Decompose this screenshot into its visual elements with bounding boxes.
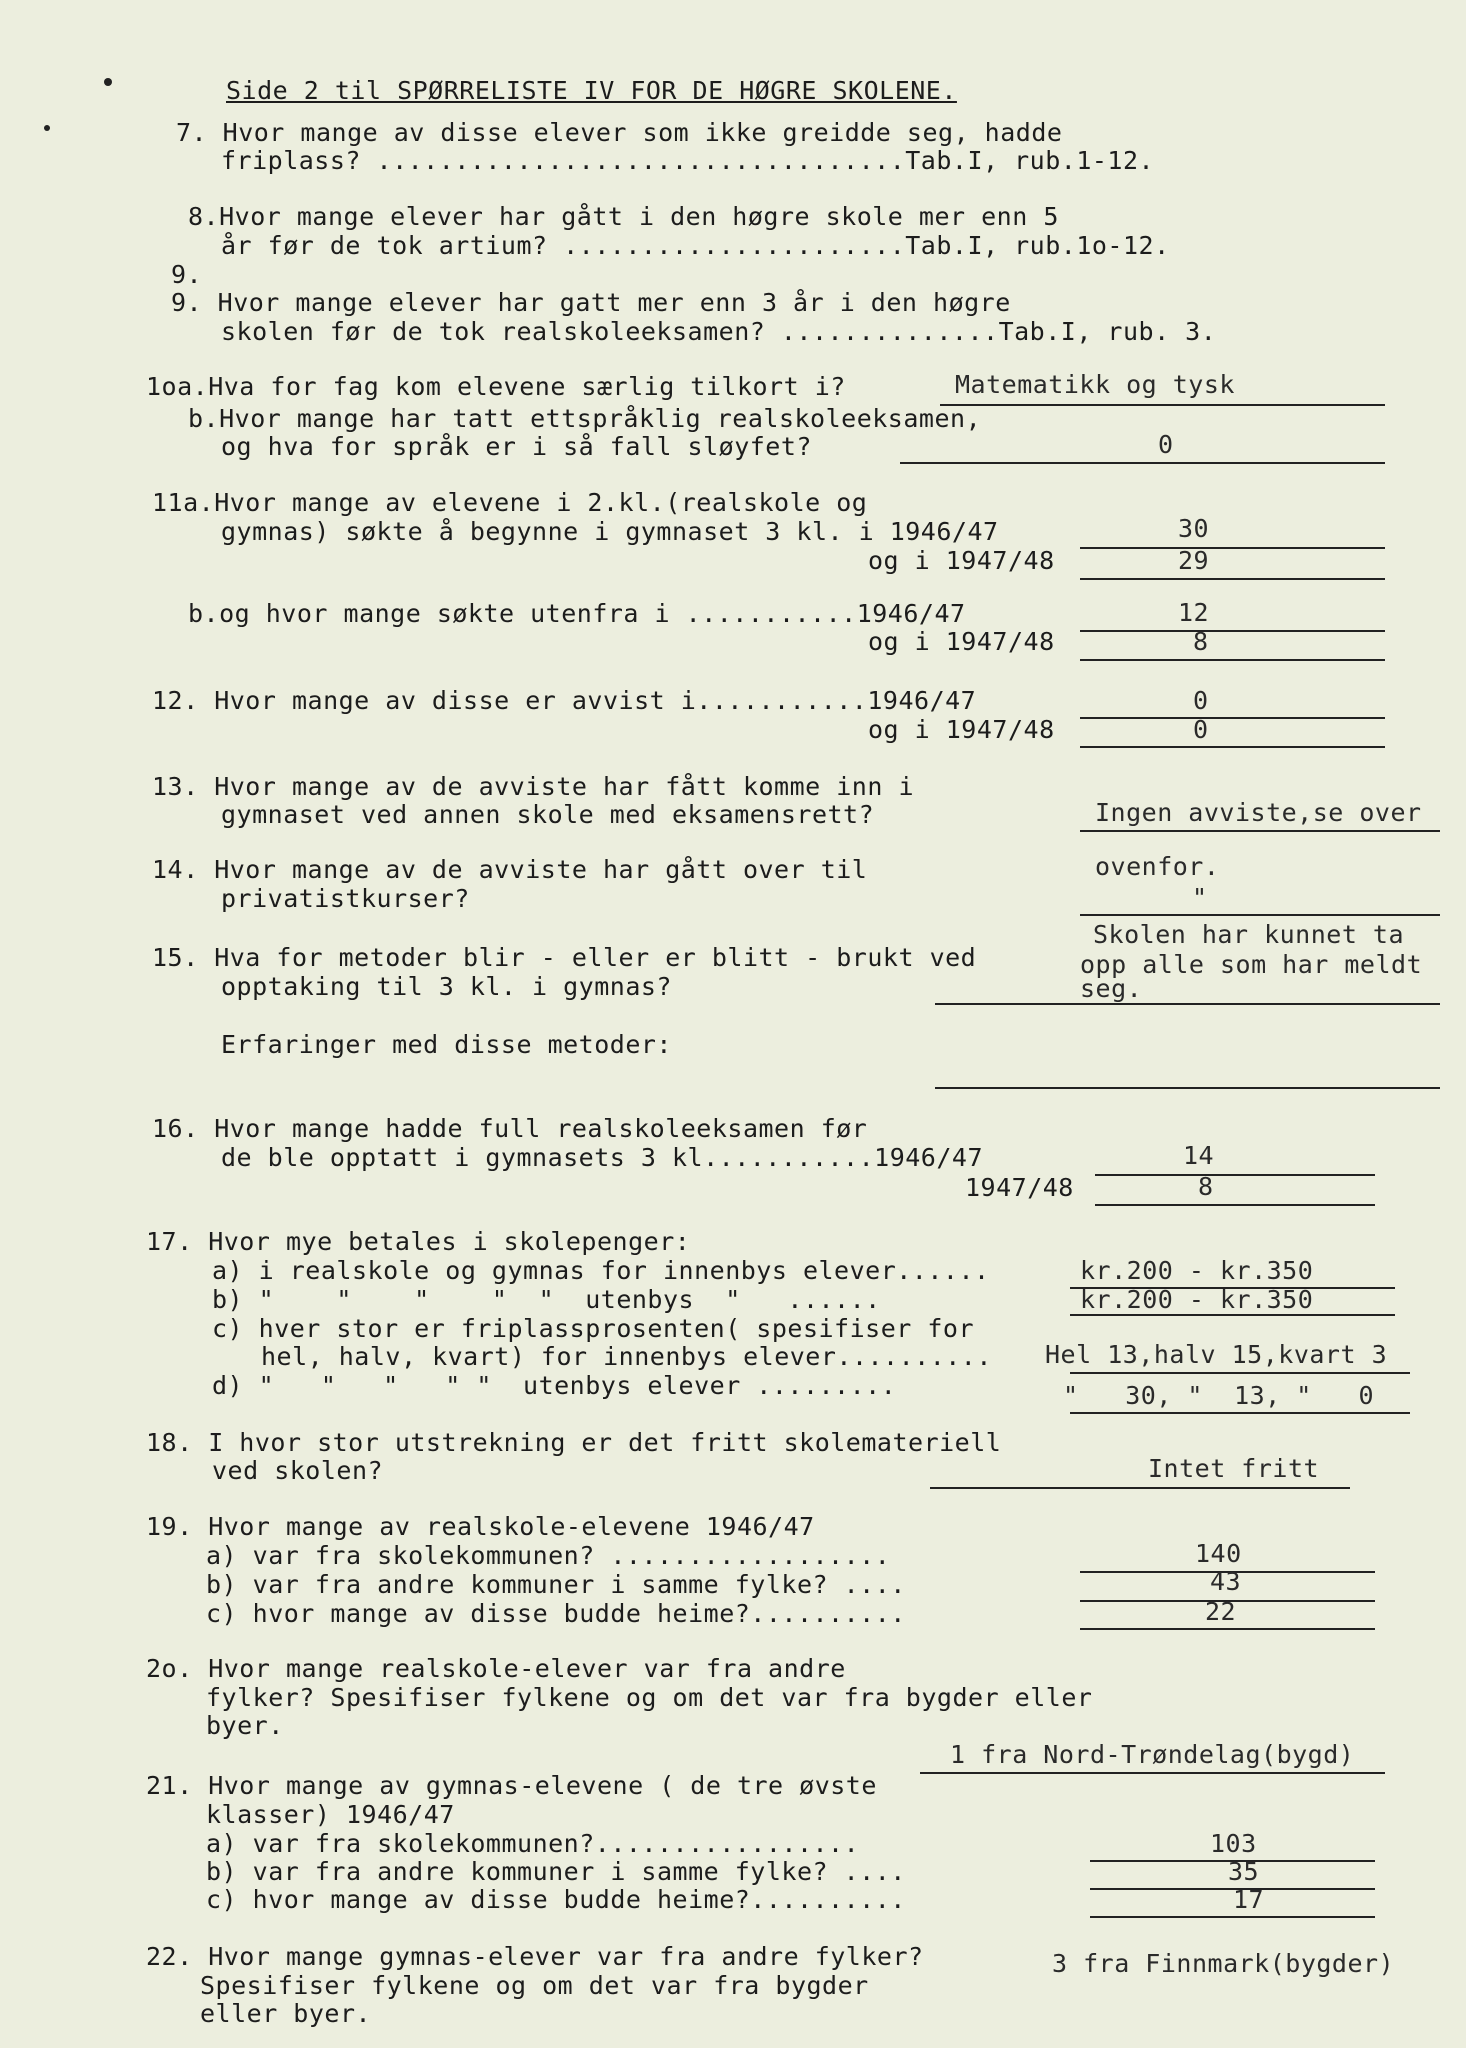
q20-line3: byer. xyxy=(206,1711,284,1740)
q15-answer-line1: Skolen har kunnet ta xyxy=(1093,920,1405,949)
q16-answer-1947: 8 xyxy=(1198,1172,1214,1201)
q17c-answer-line xyxy=(1070,1372,1410,1374)
q17b-answer-line xyxy=(1070,1314,1395,1316)
q11b-line1: b.og hvor mange søkte utenfra i ...........1946/47 xyxy=(188,599,966,628)
q13-answer: Ingen avviste,se over xyxy=(1095,798,1422,827)
q11b-line2: og i 1947/48 xyxy=(868,627,1055,656)
q21b: b) var fra andre kommuner i samme fylke? .... xyxy=(206,1857,906,1886)
q16-line2: de ble opptatt i gymnasets 3 kl...........1946/47 xyxy=(221,1143,984,1172)
q10b-answer: 0 xyxy=(1158,430,1174,459)
q10b-answer-line xyxy=(900,462,1385,464)
q22-line1: 22. Hvor mange gymnas-elever var fra andre fylker? xyxy=(146,1942,924,1971)
q19c-answer-line xyxy=(1080,1628,1375,1630)
q15-line1: 15. Hva for metoder blir - eller er blitt - brukt ved xyxy=(152,943,977,972)
punch-mark xyxy=(104,78,112,86)
q19a-answer: 140 xyxy=(1195,1539,1242,1568)
q12-line1: 12. Hvor mange av disse er avvist i...........1946/47 xyxy=(152,686,977,715)
q19a: a) var fra skolekommunen? .................. xyxy=(206,1541,891,1570)
q17b-answer: kr.200 - kr.350 xyxy=(1080,1285,1314,1314)
q21-line2: klasser) 1946/47 xyxy=(206,1800,455,1829)
q22-line3: eller byer. xyxy=(200,1999,372,2028)
q11a-answer-1946: 30 xyxy=(1178,514,1210,543)
q11b-answer-line-1 xyxy=(1080,630,1385,632)
q21-line1: 21. Hvor mange av gymnas-elevene ( de tre øvste xyxy=(146,1771,877,1800)
q7-line2: friplass? ..................................Tab.I, rub.1-12. xyxy=(221,146,1155,175)
q20-line1: 2o. Hvor mange realskole-elever var fra andre xyxy=(146,1654,846,1683)
q19c: c) hvor mange av disse budde heime?.......... xyxy=(206,1599,906,1628)
q13-line1: 13. Hvor mange av de avviste har fått komme inn i xyxy=(152,772,915,801)
q17-line1: 17. Hvor mye betales i skolepenger: xyxy=(146,1227,691,1256)
q10a-question: 1oa.Hva for fag kom elevene særlig tilkort i? xyxy=(146,372,846,401)
q14-line1: 14. Hvor mange av de avviste har gått over til xyxy=(152,855,868,884)
q21b-answer: 35 xyxy=(1228,1857,1260,1886)
q11b-answer-1946: 12 xyxy=(1178,598,1210,627)
q14-answer-ditto: " xyxy=(1192,883,1208,912)
q17b: b) " " " " " utenbys " ...... xyxy=(212,1285,881,1314)
q21c-answer: 17 xyxy=(1233,1885,1265,1914)
q16-answer-1946: 14 xyxy=(1183,1141,1215,1170)
q18-answer: Intet fritt xyxy=(1148,1454,1320,1483)
q22-answer: 3 fra Finnmark(bygder) xyxy=(1052,1949,1395,1978)
q14-answer: ovenfor. xyxy=(1095,852,1220,881)
q16-line1: 16. Hvor mange hadde full realskoleeksamen før xyxy=(152,1114,868,1143)
q12-answer-line-1 xyxy=(1080,717,1385,719)
q12-answer-1946: 0 xyxy=(1193,686,1209,715)
q21a-answer: 103 xyxy=(1210,1829,1257,1858)
q15-experience-line xyxy=(935,1087,1440,1089)
q13-answer-line xyxy=(1080,830,1440,832)
q14-line2: privatistkurser? xyxy=(221,884,470,913)
q17d-answer: " 30, " 13, " 0 xyxy=(1063,1381,1375,1410)
q7-line1: 7. Hvor mange av disse elever som ikke greidde seg, hadde xyxy=(176,118,1063,147)
q20-answer: 1 fra Nord-Trøndelag(bygd) xyxy=(950,1740,1355,1769)
q10a-answer: Matematikk og tysk xyxy=(955,370,1235,399)
q15-answer-line3: seg. xyxy=(1080,974,1143,1003)
q8-line2: år før de tok artium? ......................Tab.I, rub.1o-12. xyxy=(221,231,1170,260)
q21c-answer-line xyxy=(1090,1916,1375,1918)
q15-answer-line2: opp alle som har meldt xyxy=(1080,950,1423,979)
q18-line1: 18. I hvor stor utstrekning er det fritt skolemateriell xyxy=(146,1428,1002,1457)
q12-answer-1947: 0 xyxy=(1193,715,1209,744)
q9-line2: skolen før de tok realskoleeksamen? ..............Tab.I, rub. 3. xyxy=(221,317,1217,346)
q9-prefix: 9. xyxy=(171,260,203,289)
q11a-line2: gymnas) søkte å begynne i gymnaset 3 kl. i 1946/47 xyxy=(221,517,999,546)
q17c-answer: Hel 13,halv 15,kvart 3 xyxy=(1045,1340,1388,1369)
q8-line1: 8.Hvor mange elever har gått i den høgre skole mer enn 5 xyxy=(188,202,1059,231)
q21c: c) hvor mange av disse budde heime?.......... xyxy=(206,1885,906,1914)
q11a-answer-1947: 29 xyxy=(1178,546,1210,575)
q16-line3: 1947/48 xyxy=(965,1173,1074,1202)
q14-answer-line xyxy=(1080,914,1440,916)
q10b-line1: b.Hvor mange har tatt ettspråklig realskoleeksamen, xyxy=(188,404,982,433)
punch-mark xyxy=(44,125,50,131)
q19c-answer: 22 xyxy=(1205,1597,1237,1626)
q19-line1: 19. Hvor mange av realskole-elevene 1946/47 xyxy=(146,1512,815,1541)
q15-answer-line xyxy=(935,1003,1440,1005)
q12-line2: og i 1947/48 xyxy=(868,715,1055,744)
q13-line2: gymnaset ved annen skole med eksamensrett? xyxy=(221,800,875,829)
q11a-line1: 11a.Hvor mange av elevene i 2.kl.(realskole og xyxy=(152,488,868,517)
q15-experience-label: Erfaringer med disse metoder: xyxy=(221,1030,672,1059)
q12-answer-line-2 xyxy=(1080,746,1385,748)
q10a-answer-line xyxy=(940,404,1385,406)
q15-line2: opptaking til 3 kl. i gymnas? xyxy=(221,972,672,1001)
q21a: a) var fra skolekommunen?................. xyxy=(206,1829,860,1858)
page-header: Side 2 til SPØRRELISTE IV FOR DE HØGRE SKOLENE. xyxy=(226,76,957,105)
q18-line2: ved skolen? xyxy=(212,1456,384,1485)
q11a-answer-line-2 xyxy=(1080,578,1385,580)
q9-line1: 9. Hvor mange elever har gatt mer enn 3 år i den høgre xyxy=(171,288,1011,317)
q22-line2: Spesifiser fylkene og om det var fra bygder xyxy=(200,1971,869,2000)
q17d-answer-line xyxy=(1070,1412,1410,1414)
q16-answer-line-2 xyxy=(1095,1204,1375,1206)
q11a-line3: og i 1947/48 xyxy=(868,546,1055,575)
q17d: d) " " " " " utenbys elever ......... xyxy=(212,1371,897,1400)
q18-answer-line xyxy=(930,1487,1350,1489)
q17c-line2: hel, halv, kvart) for innenbys elever.......... xyxy=(261,1342,992,1371)
q19b: b) var fra andre kommuner i samme fylke? .... xyxy=(206,1570,906,1599)
q17a: a) i realskole og gymnas for innenbys elever...... xyxy=(212,1256,990,1285)
q17a-answer: kr.200 - kr.350 xyxy=(1080,1256,1314,1285)
q16-answer-line-1 xyxy=(1095,1174,1375,1176)
q10b-line2: og hva for språk er i så fall sløyfet? xyxy=(221,432,812,461)
q11a-answer-line-1 xyxy=(1080,547,1385,549)
q19b-answer: 43 xyxy=(1210,1567,1242,1596)
q20-line2: fylker? Spesifiser fylkene og om det var fra bygder eller xyxy=(206,1683,1093,1712)
q20-answer-line xyxy=(920,1772,1385,1774)
q11b-answer-1947: 8 xyxy=(1193,627,1209,656)
q11b-answer-line-2 xyxy=(1080,659,1385,661)
q17c-line1: c) hver stor er friplassprosenten( spesifiser for xyxy=(212,1314,975,1343)
